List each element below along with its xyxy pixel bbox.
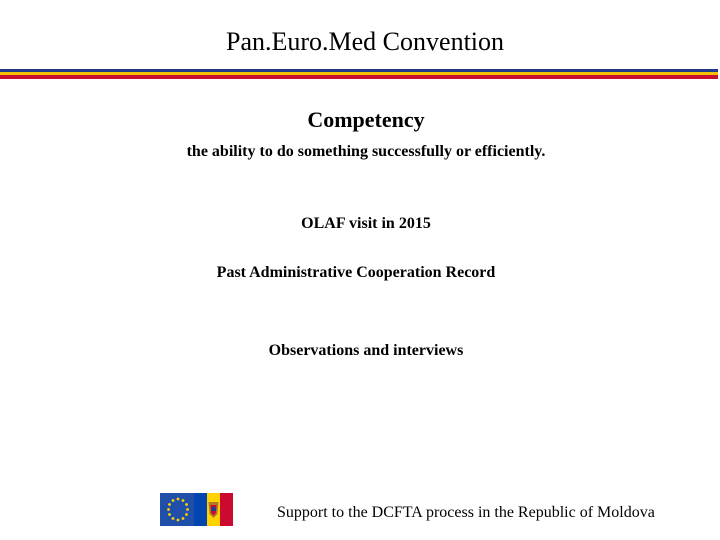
criterion-item: OLAF visit in 2015 bbox=[301, 215, 431, 232]
criterion-item: Past Administrative Cooperation Record bbox=[216, 264, 496, 281]
criterion-item: Observations and interviews bbox=[268, 342, 464, 359]
title-stripe-red bbox=[0, 75, 718, 79]
footer-text: Support to the DCFTA process in the Republic of Moldova bbox=[277, 504, 655, 521]
competency-heading: Competency bbox=[307, 107, 425, 132]
slide-title: Pan.Euro.Med Convention bbox=[225, 27, 505, 56]
competency-definition: the ability to do something successfully or efficiently. bbox=[186, 143, 546, 160]
eu-moldova-flags-icon bbox=[160, 493, 233, 526]
